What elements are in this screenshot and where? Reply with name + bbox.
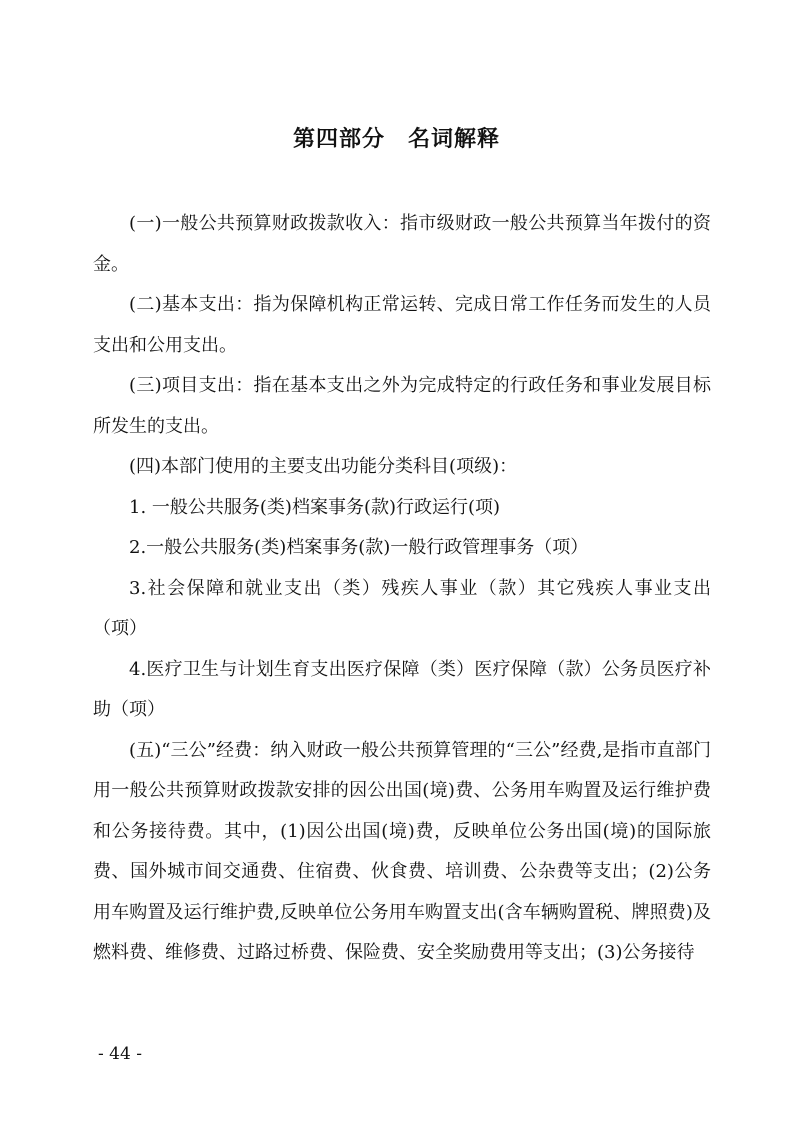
paragraph-basic-expenditure: (二)基本支出：指为保障机构正常运转、完成日常工作任务而发生的人员支出和公用支出。	[93, 294, 711, 356]
list-item-category-3: 3.社会保障和就业支出（类）残疾人事业（款）其它残疾人事业支出（项）	[93, 577, 711, 639]
page-number: - 44 -	[98, 1044, 142, 1064]
paragraph-expenditure-categories-heading: (四)本部门使用的主要支出功能分类科目(项级)：	[129, 456, 518, 477]
list-item-category-2: 2.一般公共服务(类)档案事务(款)一般行政管理事务（项）	[129, 537, 589, 558]
paragraph-three-public-expenses: (五)“三公”经费：纳入财政一般公共预算管理的“三公”经费,是指市直部门用一般公共预算财政拨款安排的因公出国(境)费、公务用车购置及运行维护费和公务接待费。其中，(1)因公出国(境)费，反映单位公务出国(境)的国际旅费、国外城市间交通费、住宿费、伙食费、培训费、公杂费等支出；(2)公务用车购置及运行维护费,反映单位公务用车购置支出(含车辆购置税、牌照费)及燃料费、维修费、过路过桥费、保险费、安全奖励费用等支出；(3)公务接待	[93, 739, 711, 963]
paragraph-general-budget-income: (一)一般公共预算财政拨款收入：指市级财政一般公共预算当年拨付的资金。	[93, 213, 711, 275]
list-item-category-1: 1. 一般公共服务(类)档案事务(款)行政运行(项)	[129, 496, 501, 518]
paragraph-project-expenditure: (三)项目支出：指在基本支出之外为完成特定的行政任务和事业发展目标所发生的支出。	[93, 375, 711, 437]
list-item-category-4: 4.医疗卫生与计划生育支出医疗保障（类）医疗保障（款）公务员医疗补助（项）	[93, 658, 711, 720]
body-text	[93, 204, 711, 974]
page-title: 第四部分 名词解释	[292, 127, 500, 152]
